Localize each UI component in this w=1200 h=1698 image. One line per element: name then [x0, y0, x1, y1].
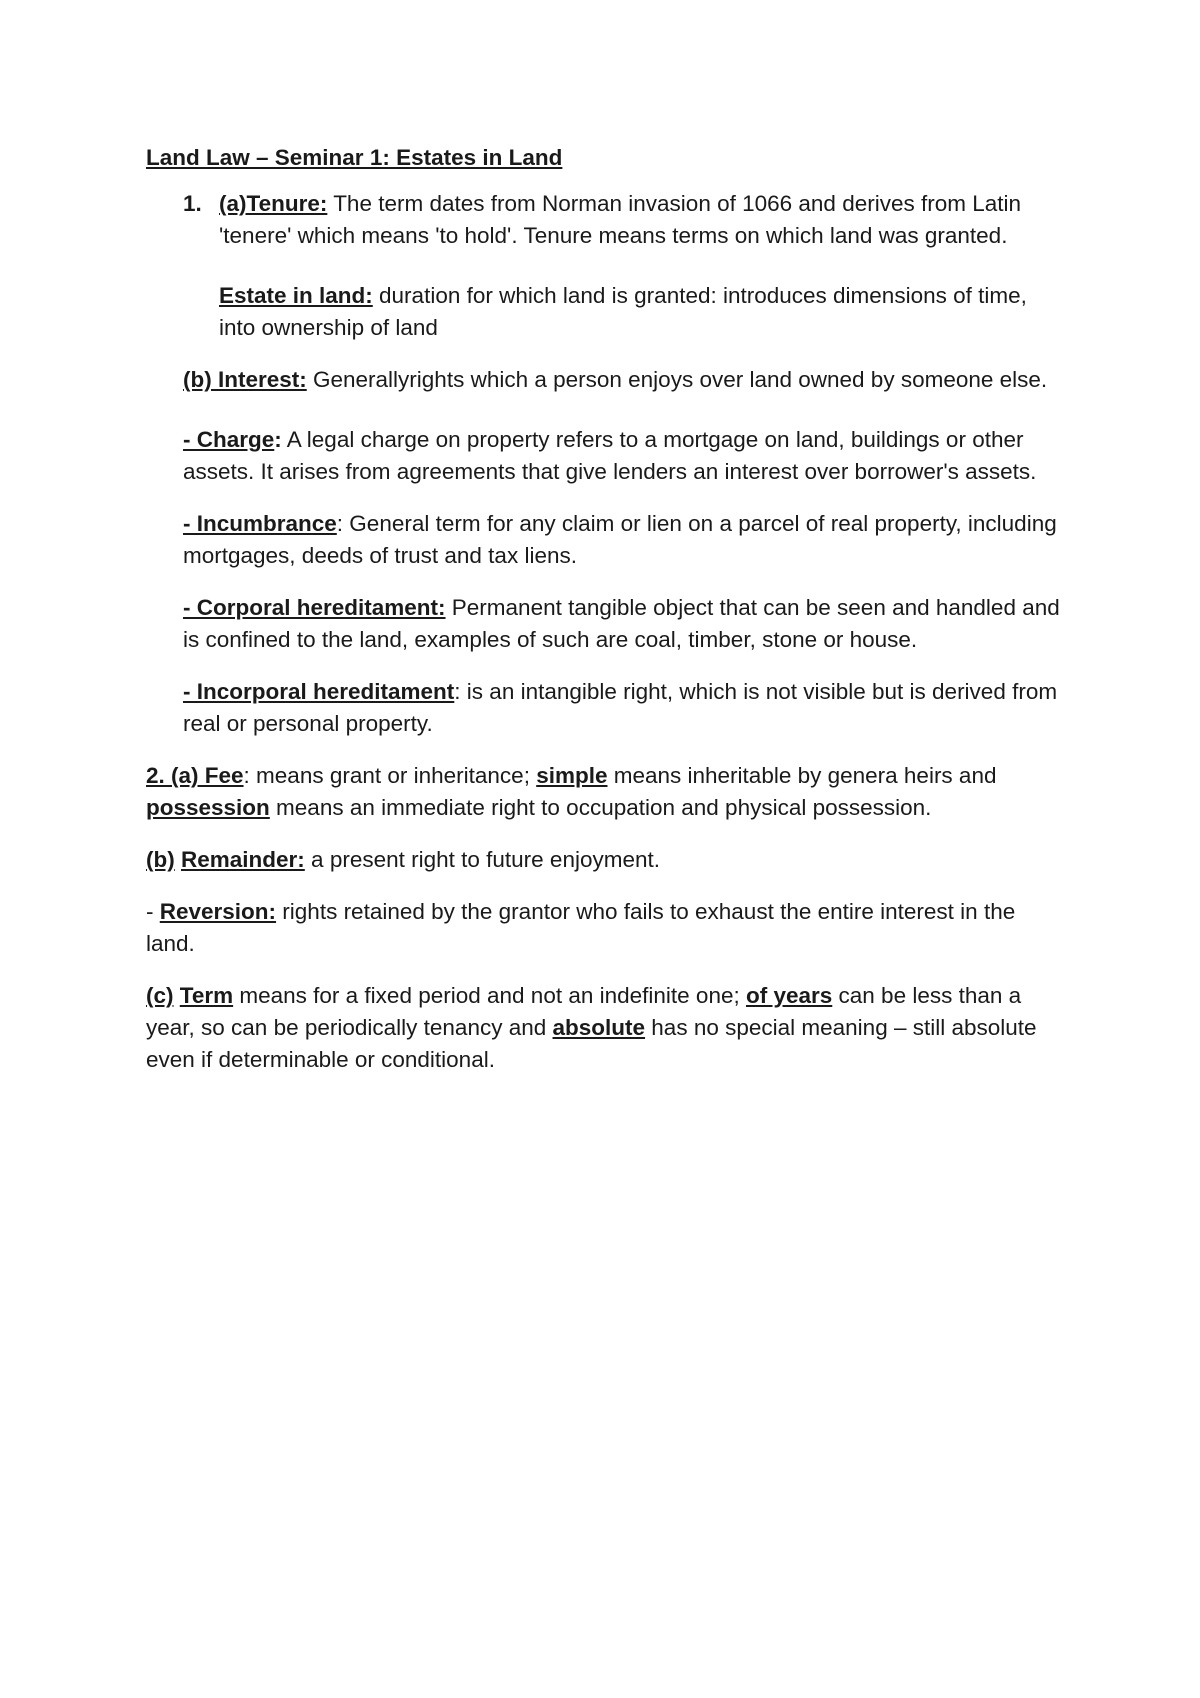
charge-paragraph: [183, 424, 1066, 488]
corporal-definition: Permanent tangible object that can be seen and handled and is confined to the land, examples of such are coal, timber, stone or house.: [183, 595, 1060, 652]
possession-definition: means an immediate right to occupation and physical possession.: [269, 795, 932, 820]
possession-term: possession: [146, 795, 270, 820]
interest-term: (b) Interest:: [183, 367, 307, 392]
tenure-definition: The term dates from Norman invasion of 1066 and derives from Latin 'tenere' which means 'to hold'. Tenure means terms on which land was granted.: [219, 191, 1022, 248]
estate-definition: duration for which land is granted: introduces dimensions of time, into ownership of land: [219, 283, 1027, 340]
corporal-paragraph: [183, 592, 1066, 656]
term-paragraph: [146, 980, 1066, 1076]
reversion-paragraph: [146, 896, 1066, 960]
fee-term: 2. (a) Fee: [146, 763, 244, 788]
fee-paragraph: [146, 760, 1066, 824]
term-letter: (c): [146, 983, 174, 1008]
incorporal-paragraph: [183, 676, 1066, 740]
incorporal-definition: : is an intangible right, which is not visible but is derived from real or personal property.: [183, 679, 1058, 736]
remainder-term: Remainder:: [181, 847, 305, 872]
incumbrance-paragraph: [183, 508, 1066, 572]
document-title: Land Law – Seminar 1: Estates in Land: [146, 145, 563, 170]
term-term: Term: [179, 983, 234, 1008]
interest-definition: Generallyrights which a person enjoys over land owned by someone else.: [306, 367, 1048, 392]
incumbrance-term: - Incumbrance: [183, 511, 337, 536]
fee-definition: : means grant or inheritance;: [243, 763, 537, 788]
incumbrance-definition: : General term for any claim or lien on a parcel of real property, including mortgages, deeds of trust and tax liens.: [183, 511, 1057, 568]
incorporal-term: - Incorporal hereditament: [183, 679, 455, 704]
reversion-term: Reversion:: [159, 899, 277, 924]
remainder-paragraph: [146, 844, 1066, 876]
charge-term: - Charge: [183, 427, 275, 452]
estate-paragraph: [219, 280, 1066, 344]
simple-definition: means inheritable by genera heirs and: [607, 763, 997, 788]
question-1-number: 1.: [183, 191, 202, 216]
reversion-definition: rights retained by the grantor who fails to exhaust the entire interest in the land.: [146, 899, 1016, 956]
charge-colon: :: [274, 427, 282, 452]
charge-definition: A legal charge on property refers to a mortgage on land, buildings or other assets. It arises from agreements that give lenders an interest over borrower's assets.: [183, 427, 1037, 484]
document-body: [146, 142, 1066, 1076]
remainder-letter: (b): [146, 847, 175, 872]
years-term: of years: [745, 983, 833, 1008]
interest-paragraph: [183, 364, 1066, 396]
absolute-term: absolute: [552, 1015, 646, 1040]
corporal-term: - Corporal hereditament:: [183, 595, 446, 620]
years-definition: can be less than a year, so can be periodically tenancy and: [146, 983, 1022, 1040]
estate-term: Estate in land:: [219, 283, 373, 308]
absolute-definition: has no special meaning – still absolute even if determinable or conditional.: [146, 1015, 1037, 1072]
tenure-paragraph: [219, 188, 1066, 252]
remainder-definition: a present right to future enjoyment.: [304, 847, 660, 872]
question-1: [146, 188, 1066, 344]
simple-term: simple: [536, 763, 608, 788]
reversion-dash: -: [146, 899, 160, 924]
tenure-term: (a)Tenure:: [219, 191, 328, 216]
term-definition: means for a fixed period and not an indefinite one;: [233, 983, 746, 1008]
